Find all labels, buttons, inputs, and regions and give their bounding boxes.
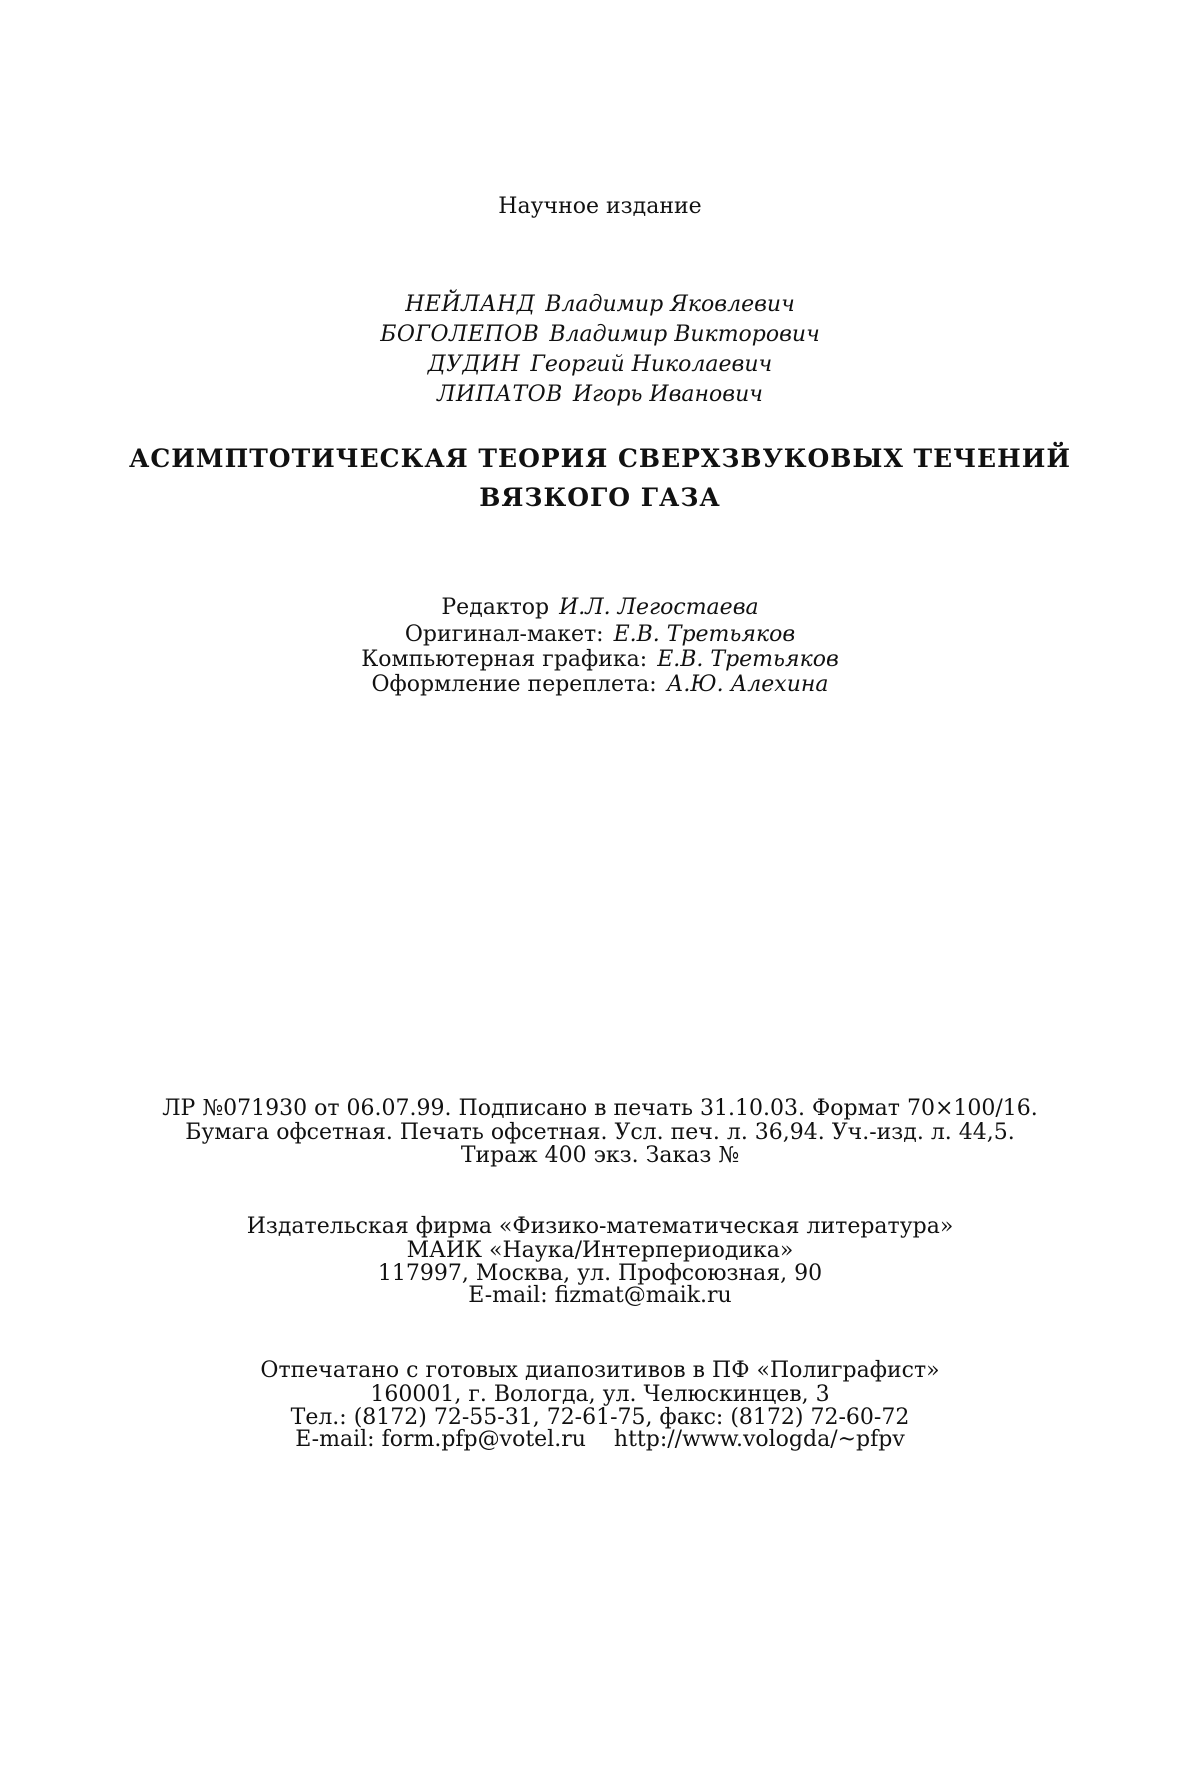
printer-line: Отпечатано с готовых диапозитивов в ПФ «Полиграфист» [260,1358,940,1383]
author-line [0,381,1200,409]
edition-type: Научное издание [498,194,702,219]
book-title-line: АСИМПТОТИЧЕСКАЯ ТЕОРИЯ СВЕРХЗВУКОВЫХ ТЕЧЕНИЙ [129,444,1071,473]
publisher-email: E-mail: fizmat@maik.ru [468,1283,732,1308]
credit-person: Е.В. Третьяков [657,647,839,672]
printer-email: E-mail: form.pfp@votel.ru [295,1427,586,1452]
author-surname: ЛИПАТОВ [437,382,563,407]
credit-line [0,646,1200,674]
credit-role: Оригинал-макет: [404,622,604,647]
author-surname: НЕЙЛАНД [405,292,536,317]
author-given-name: Владимир Викторович [549,322,820,347]
print-info-line: Тираж 400 экз. Заказ № [460,1143,740,1168]
credit-role: Оформление переплета: [371,672,657,697]
print-info-line: Бумага офсетная. Печать офсетная. Усл. печ. л. 36,94. Уч.-изд. л. 44,5. [185,1120,1015,1145]
author-given-name: Игорь Иванович [572,382,763,407]
printer-url: http://www.vologda/~pfpv [613,1427,905,1452]
author-given-name: Владимир Яковлевич [545,292,795,317]
print-info-line: ЛР №071930 от 06.07.99. Подписано в печать 31.10.03. Формат 70×100/16. [162,1096,1038,1121]
credit-person: А.Ю. Алехина [666,672,829,697]
printer-contacts-line [0,1426,1200,1454]
credit-line [0,594,1200,622]
author-line [0,351,1200,379]
credit-person: И.Л. Легостаева [559,595,759,620]
credit-person: Е.В. Третьяков [613,622,796,647]
author-line [0,291,1200,319]
author-line [0,321,1200,349]
credit-line [0,671,1200,699]
publisher-line: МАИК «Наука/Интерпериодика» [406,1238,794,1263]
printer-line: 160001, г. Вологда, ул. Челюскинцев, 3 [370,1382,830,1407]
publisher-line: Издательская фирма «Физико-математическая литература» [246,1214,954,1239]
credit-line [0,621,1200,649]
author-given-name: Георгий Николаевич [530,352,773,377]
author-surname: ДУДИН [427,352,521,377]
printer-line: Тел.: (8172) 72-55-31, 72-61-75, факс: (8172) 72-60-72 [290,1405,910,1430]
publisher-line: 117997, Москва, ул. Профсоюзная, 90 [377,1261,823,1286]
book-title-line: ВЯЗКОГО ГАЗА [479,483,721,512]
credit-role: Редактор [441,595,550,620]
credit-role: Компьютерная графика: [361,647,648,672]
author-surname: БОГОЛЕПОВ [380,322,540,347]
